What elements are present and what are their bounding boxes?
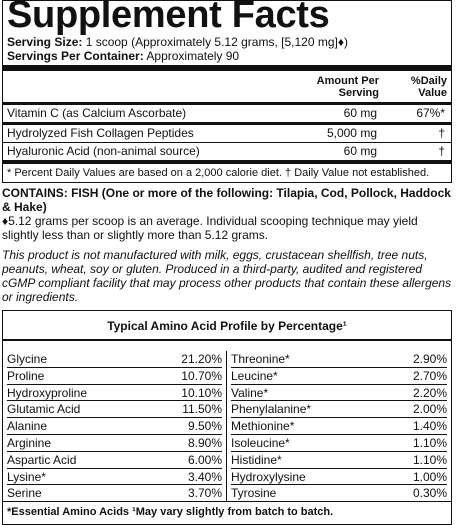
amino-row: [231, 418, 447, 435]
nutrient-name: Vitamin C (as Calcium Ascorbate): [7, 106, 187, 120]
amino-name: Leucine*: [231, 368, 278, 383]
amino-value: 8.90%: [187, 435, 222, 450]
nutrient-row: [7, 105, 447, 122]
amino-row: [7, 418, 222, 435]
amino-row: [231, 485, 447, 501]
amino-row: [7, 385, 222, 402]
amino-name: Histidine*: [231, 452, 282, 467]
supplement-label: [2, 0, 452, 525]
amino-row: [7, 485, 222, 501]
amino-value: 6.00%: [187, 452, 222, 467]
amino-name: Aspartic Acid: [7, 452, 77, 467]
nutrient-name: Hydrolyzed Fish Collagen Peptides: [7, 126, 194, 140]
amino-name: Glycine: [7, 352, 48, 366]
servings-per-container-label: Servings Per Container:: [7, 49, 144, 63]
nutrient-dv: †: [438, 144, 445, 158]
amino-name: Alanine: [7, 419, 48, 434]
amino-value: 2.20%: [412, 385, 447, 400]
amino-value: 9.50%: [187, 419, 222, 434]
amino-acid-panel: [2, 310, 452, 525]
nutrient-row: [7, 143, 447, 160]
nutrient-amount: 5,000 mg: [326, 126, 377, 140]
amino-name: Tyrosine: [231, 486, 277, 501]
amino-name: Isoleucine*: [231, 435, 290, 450]
amino-value: 21.20%: [181, 352, 222, 366]
amino-name: Threonine*: [231, 352, 290, 366]
amino-row: [231, 351, 447, 368]
amino-value: 10.70%: [181, 368, 222, 383]
amino-table: [3, 341, 451, 501]
column-header: [7, 71, 447, 102]
amount-header: Amount Per Serving: [316, 75, 379, 99]
servings-per-container-value: Approximately 90: [146, 49, 240, 63]
amino-name: Proline: [7, 368, 45, 383]
amino-footnote: *Essential Amino Acids ¹May vary slightly from batch to batch.: [3, 501, 451, 524]
scoop-note: ♦5.12 grams per scoop is an average. Individual scooping technique may yield slightly less than or slightly more than 5.12 grams.: [2, 214, 418, 242]
amino-value: 1.00%: [412, 469, 447, 484]
amino-value: 1.10%: [412, 435, 447, 450]
amino-row: [7, 435, 222, 452]
amino-name: Hydroxyproline: [7, 385, 88, 400]
amino-value: 10.10%: [181, 385, 222, 400]
amino-name: Valine*: [231, 385, 269, 400]
amino-title: Typical Amino Acid Profile by Percentage¹: [3, 311, 451, 341]
amino-row: [231, 401, 447, 418]
servings-per-container: [7, 49, 447, 63]
allergen-note: This product is not manufactured with milk, eggs, crustacean shellfish, tree nuts, peanuts, wheat, soy or gluten. Produced in a third-party, audited and registered cGMP compliant facility that may process other products that contain these allergens or ingredients.: [2, 248, 452, 304]
amino-column-left: [3, 351, 227, 501]
amino-name: Hydroxylysine: [231, 469, 306, 484]
dv-header: %Daily Value: [410, 75, 447, 99]
amino-name: Phenylalanine*: [231, 402, 312, 417]
nutrient-amount: 60 mg: [343, 106, 377, 120]
nutrient-row: [7, 125, 447, 142]
amino-name: Serine: [7, 486, 42, 501]
amino-row: [7, 452, 222, 469]
amino-name: Lysine*: [7, 469, 46, 484]
amino-value: 1.10%: [412, 452, 447, 467]
amino-row: [231, 469, 447, 486]
amino-row: [231, 435, 447, 452]
amino-row: [231, 385, 447, 402]
amino-name: Arginine: [7, 435, 52, 450]
amino-name: Methionine*: [231, 419, 295, 434]
nutrient-dv: †: [438, 126, 445, 140]
nutrient-amount: 60 mg: [343, 144, 377, 158]
supplement-facts-panel: [2, 0, 452, 183]
nutrient-dv: 67%*: [416, 106, 445, 120]
amino-column-right: [227, 351, 451, 501]
amino-row: [231, 368, 447, 385]
amino-row: [7, 351, 222, 368]
panel-title: Supplement Facts: [7, 0, 330, 36]
amino-value: 11.50%: [182, 402, 222, 417]
amino-row: [7, 401, 222, 418]
amino-value: 2.00%: [412, 402, 447, 417]
amino-value: 2.70%: [412, 368, 447, 383]
amino-value: 3.70%: [187, 486, 222, 501]
amino-row: [7, 368, 222, 385]
amino-value: 0.30%: [412, 486, 447, 501]
serving-size-value: 1 scoop (Approximately 5.12 grams, [5,120 mg]♦): [85, 35, 348, 49]
amino-row: [231, 452, 447, 469]
amino-name: Glutamic Acid: [7, 402, 81, 417]
contains-statement: CONTAINS: FISH (One or more of the following: Tilapia, Cod, Pollock, Haddock & Hake): [2, 186, 451, 214]
amino-value: 1.40%: [412, 419, 447, 434]
amino-value: 2.90%: [412, 352, 447, 366]
serving-size: [7, 35, 447, 49]
serving-size-label: Serving Size:: [7, 35, 83, 49]
dv-footnote: * Percent Daily Values are based on a 2,000 calorie diet. † Daily Value not established.: [7, 167, 430, 179]
amino-row: [7, 469, 222, 486]
amino-value: 3.40%: [187, 469, 222, 484]
nutrient-name: Hyaluronic Acid (non-animal source): [7, 144, 200, 158]
